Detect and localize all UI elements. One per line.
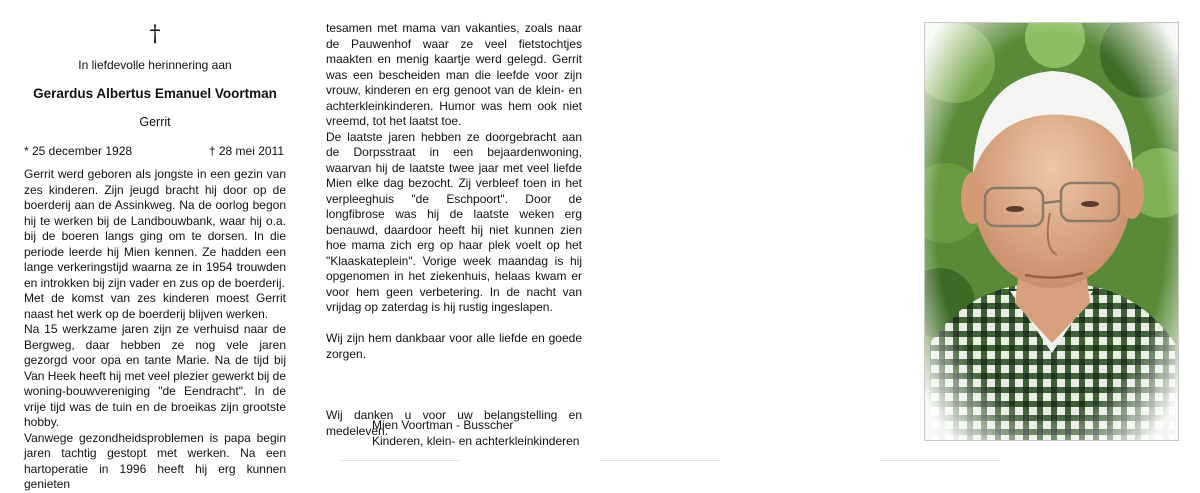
- signature: [372, 418, 579, 449]
- deceased-name: Gerardus Albertus Emanuel Voortman: [33, 86, 277, 101]
- cross-icon: †: [149, 22, 161, 47]
- paragraph: Gerrit werd geboren als jongste in een gezin van zes kinderen. Zijn jeugd bracht hij door op de boerderij aan de Assinkweg. Na de oorlog begon hij te werken bij de Landbouwbank, waar hij o.a. bij de boeren langs ging om te dorsen. In die periode leerde hij Mien kennen. Ze hadden een lange verkeringstijd waarna ze in 1954 trouwden en introkken bij zijn vader en zus op de boerderij.: [24, 167, 286, 290]
- biography-middle-column: [326, 21, 582, 439]
- paragraph: tesamen met mama van vakanties, zoals naar de Pauwenhof waar ze veel fietstochtjes maakten en menig kaartje werd gelegd. Gerrit was een bescheiden man die leefde voor zijn vrouw, kinderen en erg genoot van de klein- en achterkleinkinderen. Humor was hem ook niet vreemd, tot het laatst toe.: [326, 21, 582, 128]
- birth-date: * 25 december 1928: [24, 144, 133, 158]
- divider: [600, 460, 720, 461]
- portrait-photo: [924, 22, 1179, 441]
- portrait-illustration: [925, 23, 1178, 440]
- signature-line: Kinderen, klein- en achterkleinkinderen: [372, 433, 580, 448]
- death-date: † 28 mei 2011: [208, 144, 284, 158]
- paragraph: Vanwege gezondheidsproblemen is papa begin jaren tachtig gestopt met werken. Na een hartoperatie in 1996 heeft hij erg kunnen genieten: [24, 430, 286, 491]
- gratitude-paragraph: Wij zijn hem dankbaar voor alle liefde en goede zorgen.: [326, 331, 582, 361]
- paragraph: Met de komst van zes kinderen moest Gerrit naast het werk op de boerderij blijven werken.: [24, 291, 286, 321]
- paragraph: De laatste jaren hebben ze doorgebracht aan de Dorpsstraat in een bejaardenwoning, waarvan hij de laatste twee jaar met veel liefde Mien elke dag bezocht. Zij verbleef toen in het verpleeghuis "de Eschpoort". Door de longfibrose was hij de laatste weken erg benauwd, daardoor heeft hij niet kunnen zien hoe mama zich erg op haar plek voelt op het "Klaaskateplein". Vorige week maandag is hij opgenomen in het ziekenhuis, helaas kwam er voor hem geen verbetering. In de nacht van vrijdag op zaterdag is hij rustig ingeslapen.: [326, 129, 582, 314]
- divider: [880, 460, 1000, 461]
- intro-text: In liefdevolle herinnering aan: [78, 58, 232, 72]
- biography-left-column: [24, 167, 286, 493]
- signature-line: Mien Voortman - Busscher: [372, 418, 514, 432]
- nickname: Gerrit: [139, 115, 171, 129]
- paragraph: Na 15 werkzame jaren zijn ze verhuisd naar de Bergweg, daar hebben ze nog vele jaren gezorgd voor opa en tante Marie. Na de tijd bij Van Heek heeft hij met veel plezier gewerkt bij de woning-bouwvereniging "de Eendracht". In de vrije tijd was de tuin en de broeikas zijn grootste hobby.: [24, 322, 286, 429]
- divider: [340, 460, 460, 461]
- thanks-paragraph: Wij danken u voor uw belangstelling en medeleven.: [326, 408, 582, 438]
